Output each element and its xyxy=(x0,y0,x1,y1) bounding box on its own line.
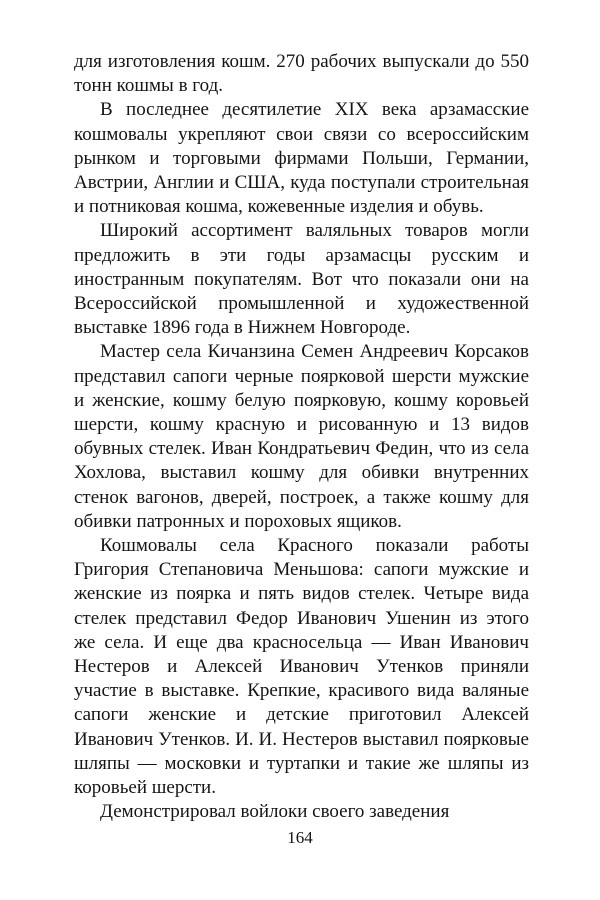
paragraph-assortment: Широкий ассортимент валяльных товаров могли предложить в эти годы арзамасцы русским и иностранным покупателям. Вот что показали они на Всероссийской промышленной и художественной выставке 1896 года в Нижнем Новгороде. xyxy=(74,220,529,339)
paragraph-demonstration: Демонстрировал войлоки своего заведения xyxy=(100,801,450,823)
paragraph-trade-links: В последнее десятилетие XIX века арзамасские кошмовалы укрепляют свои связи со всероссийским рынком и торговыми фирмами Польши, Германии, Австрии, Англии и США, куда поступали строительная и потниковая кошма, кожевенные изделия и обувь. xyxy=(74,99,529,218)
paragraph-krasnoe-masters: Кошмовалы села Красного показали работы Григория Степановича Меньшова: сапоги мужские и женские из поярка и пять видов стелек. Четыре вида стелек представил Федор Иванович Ушенин из этого же села. И еще два красносельца — Иван Иванович Нестеров и Алексей Иванович Утенков приняли участие в выставке. Крепкие, красивого вида валяные сапоги женские и детские приготовил Алексей Иванович Утенков. И. И. Нестеров выставил поярковые шляпы — московки и туртапки и такие же шляпы из коровьей шерсти. xyxy=(74,535,529,799)
paragraph-continuation: для изготовления кошм. 270 рабочих выпускали до 550 тонн кошмы в год. xyxy=(74,51,529,97)
paragraph-korsakov-fedin: Мастер села Кичанзина Семен Андреевич Корсаков представил сапоги черные поярковой шерсти мужские и женские, кошму белую поярковую, кошму коровьей шерсти, кошму красную и рисованную и 13 видов обувных стелек. Иван Кондратьевич Федин, что из села Хохлова, выставил кошму для обивки внутренних стенок вагонов, дверей, построек, а также кошму для обивки патронных и пороховых ящиков. xyxy=(74,341,529,532)
page-number: 164 xyxy=(287,828,313,847)
page-body-text xyxy=(74,50,529,825)
